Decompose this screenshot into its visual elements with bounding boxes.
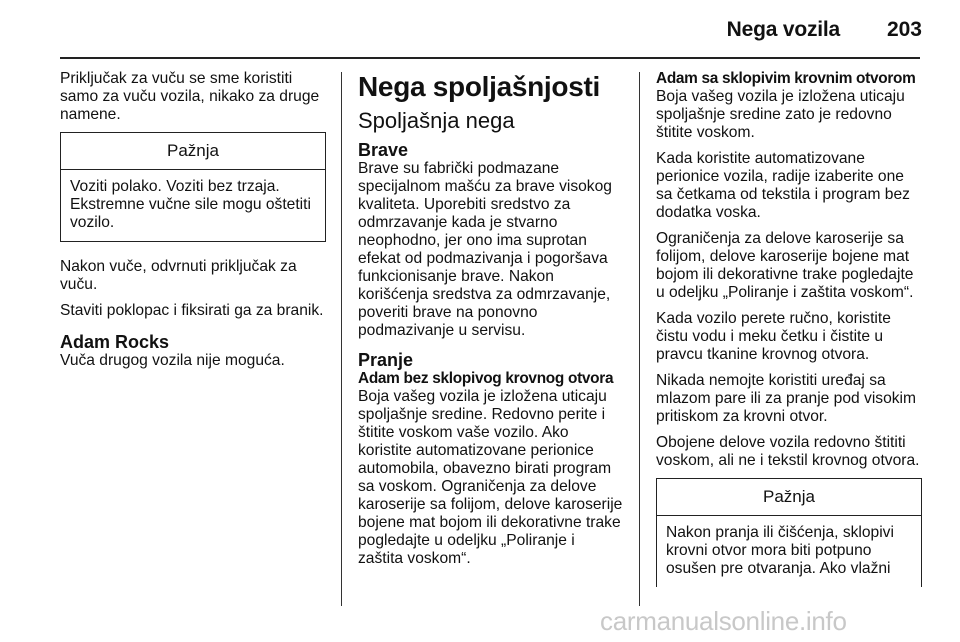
notice-text: Voziti polako. Voziti bez trzaja. Ekstremne vučne sile mogu oštetiti vozilo. bbox=[70, 178, 311, 231]
notice-text: Nakon pranja ili čišćenja, sklopivi krovni otvor mora biti potpuno osušen pre otvaranja. Ako vlažni bbox=[666, 524, 894, 577]
column-divider bbox=[341, 72, 342, 606]
section-heading: Spoljašnja nega bbox=[358, 108, 515, 133]
column-1 bbox=[60, 70, 326, 370]
towing-intro: Priključak za vuču se sme koristiti samo za vuču vozila, nikako za druge namene. bbox=[60, 70, 320, 123]
paragraph: Nakon vuče, odvrnuti priključak za vuču. bbox=[60, 258, 297, 293]
watermark: carmanualsonline.info bbox=[600, 606, 847, 636]
paragraph: Kada vozilo perete ručno, koristite čistu vodu i meku četku i čistite u pravcu tkanine krovnog otvora. bbox=[656, 310, 891, 363]
column-divider bbox=[639, 72, 640, 606]
page-header bbox=[0, 0, 960, 64]
notice-title: Pažnja bbox=[657, 479, 921, 516]
paragraph: Vuča drugog vozila nije moguća. bbox=[60, 352, 285, 369]
sub-heading: Adam bez sklopivog krovnog otvora bbox=[358, 370, 614, 387]
paragraph: Nikada nemojte koristiti uređaj sa mlazom pare ili za pranje pod visokim pritiskom za krovni otvor. bbox=[656, 372, 916, 425]
notice-title: Pažnja bbox=[61, 133, 325, 170]
paragraph: Staviti poklopac i fiksirati ga za branik. bbox=[60, 302, 324, 319]
paragraph: Ograničenja za delove karoserije sa folijom, delove karoserije bojene mat bojom ili dekorativne trake pogledajte u odeljku „Poliranje i zaštita voskom“. bbox=[656, 230, 914, 301]
paragraph: Kada koristite automatizovane perionice vozila, radije izaberite one sa četkama od tekstila i program bez dodatka voska. bbox=[656, 150, 910, 221]
paragraph: Boja vašeg vozila je izložena uticaju spoljašnje sredine zato je redovno štitite voskom. bbox=[656, 88, 905, 141]
notice-box bbox=[656, 478, 922, 587]
paragraph: Brave su fabrički podmazane specijalnom mašću za brave visokog kvaliteta. Uporebiti sredstvo za odmrzavanje kada je stvarno neophodno, jer ono ima suprotan efekat od podmazivanja i pogoršava funkcionisanje brave. Nakon korišćenja sredstva za odmrzavanje, poveriti brave na ponovno podmazivanje u servisu. bbox=[358, 160, 612, 339]
page-number: 203 bbox=[886, 18, 922, 41]
subsection-heading-locks: Brave bbox=[358, 140, 409, 160]
page-title: Nega vozila bbox=[726, 18, 840, 41]
header-divider bbox=[60, 57, 920, 59]
subsection-heading-washing: Pranje bbox=[358, 350, 414, 370]
chapter-heading: Nega spoljašnjosti bbox=[358, 71, 600, 102]
section-heading-adam-rocks: Adam Rocks bbox=[60, 332, 170, 352]
column-3 bbox=[656, 70, 922, 597]
column-2 bbox=[358, 70, 624, 568]
notice-box bbox=[60, 132, 326, 242]
paragraph: Boja vašeg vozila je izložena uticaju spoljašnje sredine. Redovno perite i štitite voskom vaše vozilo. Ako koristite automatizovane perionice automobila, obavezno birati program sa voskom. Ograničenja za delove karoserije sa folijom, delove karoserije bojene mat bojom ili dekorativne trake pogledajte u odeljku „Poliranje i zaštita voskom“. bbox=[358, 388, 623, 567]
sub-heading: Adam sa sklopivim krovnim otvorom bbox=[656, 70, 916, 87]
paragraph: Obojene delove vozila redovno štititi voskom, ali ne i tekstil krovnog otvora. bbox=[656, 434, 920, 469]
